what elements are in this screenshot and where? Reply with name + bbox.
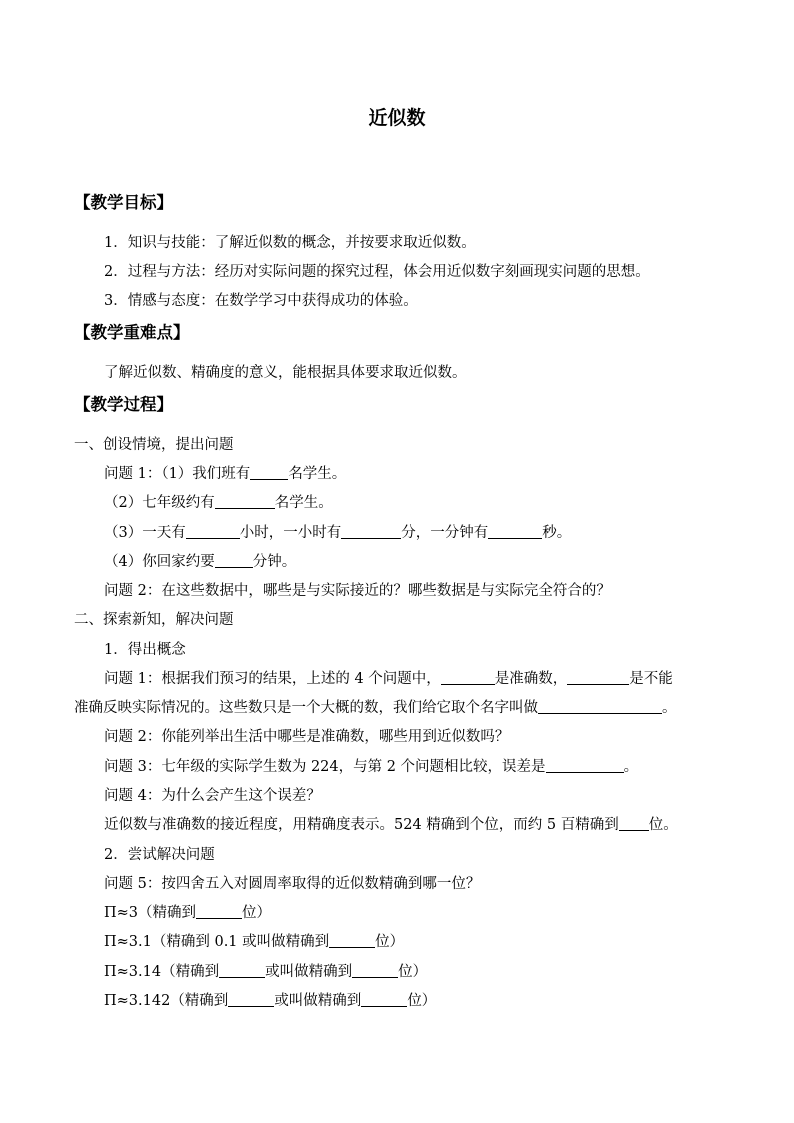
subheading: 2．尝试解决问题 <box>104 847 215 863</box>
goal-item: 3．情感与态度：在数学学习中获得成功的体验。 <box>104 293 418 309</box>
answer-blank[interactable] <box>546 757 624 773</box>
question-line: 问题 3：七年级的实际学生数为 224，与第 2 个问题相比较，误差是 。 <box>104 759 639 775</box>
answer-blank[interactable] <box>196 903 242 919</box>
question-line: 近似数与准确数的接近程度，用精确度表示。524 精确到个位，而约 5 百精确到 位。 <box>104 817 678 833</box>
pi-line: Π≈3.14（精确到 或叫做精确到 位） <box>104 964 428 980</box>
question-line: 问题 4：为什么会产生这个误差？ <box>104 788 321 804</box>
answer-blank[interactable] <box>219 962 265 978</box>
pi-line: Π≈3.1（精确到 0.1 或叫做精确到 位） <box>104 934 405 950</box>
question-line: （3）一天有 小时，一小时有 分，一分钟有 秒。 <box>104 525 572 541</box>
question-line: 准确反映实际情况的。这些数只是一个大概的数，我们给它取个名字叫做 。 <box>74 700 677 716</box>
answer-blank[interactable] <box>619 815 649 831</box>
answer-blank[interactable] <box>215 552 253 568</box>
question-line: 问题 2：你能列举出生活中哪些是准确数，哪些用到近似数吗？ <box>104 729 510 745</box>
section-heading-process: 【教学过程】 <box>74 395 173 414</box>
question-line: （4）你回家约要 分钟。 <box>104 554 297 570</box>
section-heading-goals: 【教学目标】 <box>74 193 173 212</box>
answer-blank[interactable] <box>361 991 407 1007</box>
answer-blank[interactable] <box>488 523 542 539</box>
answer-blank[interactable] <box>567 669 629 685</box>
question-line: 问题 1：（1）我们班有 名学生。 <box>104 466 347 482</box>
key-points-text: 了解近似数、精确度的意义，能根据具体要求取近似数。 <box>104 365 467 381</box>
question-line: 问题 5：按四舍五入对圆周率取得的近似数精确到哪一位？ <box>104 876 481 892</box>
question-line: （2）七年级约有 名学生。 <box>104 495 333 511</box>
answer-blank[interactable] <box>441 669 495 685</box>
pi-line: Π≈3（精确到 位） <box>104 905 272 921</box>
answer-blank[interactable] <box>215 493 275 509</box>
answer-blank[interactable] <box>228 991 274 1007</box>
page-title: 近似数 <box>368 107 426 129</box>
answer-blank[interactable] <box>352 962 398 978</box>
answer-blank[interactable] <box>329 932 375 948</box>
answer-blank[interactable] <box>186 523 240 539</box>
question-line: 问题 1：根据我们预习的结果，上述的 4 个问题中， 是准确数， 是不能 <box>104 671 673 687</box>
question-line: 问题 2：在这些数据中，哪些是与实际接近的？哪些数据是与实际完全符合的？ <box>104 583 611 599</box>
goal-item: 1．知识与技能：了解近似数的概念，并按要求取近似数。 <box>104 235 476 251</box>
pi-line: Π≈3.142（精确到 或叫做精确到 位） <box>104 993 437 1009</box>
subheading: 1．得出概念 <box>104 642 186 658</box>
section-heading-key-points: 【教学重难点】 <box>74 323 190 342</box>
answer-blank[interactable] <box>538 698 662 714</box>
part2-heading: 二、探索新知，解决问题 <box>74 612 234 628</box>
part1-heading: 一、创设情境，提出问题 <box>74 437 234 453</box>
goal-item: 2．过程与方法：经历对实际问题的探究过程，体会用近似数字刻画现实问题的思想。 <box>104 264 650 280</box>
answer-blank[interactable] <box>341 523 401 539</box>
answer-blank[interactable] <box>250 464 288 480</box>
